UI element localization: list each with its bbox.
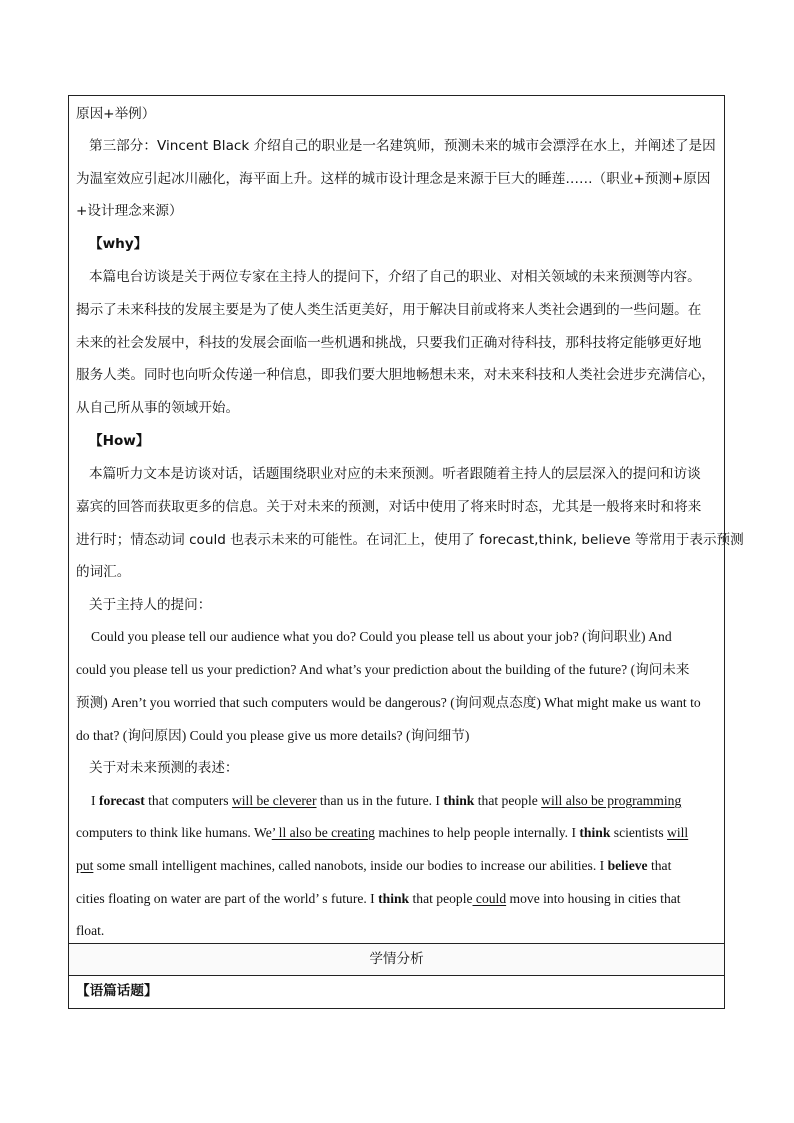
text-run: I <box>91 793 99 808</box>
paragraph-line: 本篇听力文本是访谈对话，话题围绕职业对应的未来预测。听者跟随着主持人的层层深入的提问和访谈 <box>89 466 701 482</box>
english-line: Could you please tell our audience what you do? Could you please tell us about your job? (询问职业) And <box>91 629 672 644</box>
prediction-sentence <box>76 824 688 842</box>
text-run: machines to help people internally. I <box>374 825 580 840</box>
paragraph-line: 揭示了未来科技的发展主要是为了使人类生活更美好，用于解决目前或将来人类社会遇到的一些问题。在 <box>76 302 702 318</box>
paragraph-line: 嘉宾的回答而获取更多的信息。关于对未来的预测，对话中使用了将来时时态，尤其是一般将来时和将来 <box>76 499 702 515</box>
keyword: forecast <box>98 793 145 808</box>
underlined-phrase: will <box>667 825 689 840</box>
underlined-phrase: put <box>76 858 94 873</box>
underlined-phrase: could <box>472 891 507 906</box>
section-header-row <box>69 943 724 976</box>
discourse-topic-label: 【语篇话题】 <box>76 983 158 999</box>
section-heading-why: 【why】 <box>89 236 148 252</box>
english-line: could you please tell us your prediction? And what’s your prediction about the building of the future? (询问未来 <box>76 662 690 677</box>
prediction-sentence: float. <box>76 923 105 938</box>
section-header-title: 学情分析 <box>369 951 424 967</box>
text-run: that computers <box>144 793 232 808</box>
paragraph-line: 关于对未来预测的表述： <box>89 760 239 776</box>
prediction-sentence <box>91 792 681 810</box>
keyword: believe <box>607 858 648 873</box>
keyword: think <box>579 825 611 840</box>
prediction-sentence <box>76 857 671 875</box>
keyword: think <box>378 891 410 906</box>
underlined-phrase: will be cleverer <box>231 793 317 808</box>
paragraph-line: 进行时；情态动词 could 也表示未来的可能性。在词汇上，使用了 forecast,think, believe 等常用于表示预测 <box>76 532 744 548</box>
paragraph-line: 原因+举例） <box>76 106 156 122</box>
paragraph-line: 第三部分：Vincent Black 介绍自己的职业是一名建筑师，预测未来的城市会漂浮在水上，并阐述了是因 <box>89 138 716 154</box>
text-run: move into housing in cities that <box>506 891 681 906</box>
keyword: think <box>443 793 475 808</box>
text-run: that <box>647 858 672 873</box>
underlined-phrase: ’ ll also be creating <box>271 825 375 840</box>
text-run: some small intelligent machines, called nanobots, inside our bodies to increase our abilities. I <box>93 858 608 873</box>
english-line: do that? (询问原因) Could you please give us more details? (询问细节) <box>76 728 470 743</box>
text-run: that people <box>409 891 473 906</box>
paragraph-line: 本篇电台访谈是关于两位专家在主持人的提问下，介绍了自己的职业、对相关领域的未来预测等内容。 <box>89 269 701 285</box>
paragraph-line: 为温室效应引起冰川融化，海平面上升。这样的城市设计理念是来源于巨大的睡莲……（职业+预测+原因 <box>76 171 711 187</box>
english-line: 预测) Aren’t you worried that such computers would be dangerous? (询问观点态度) What might make us want to <box>76 695 701 710</box>
paragraph-line: 从自己所从事的领域开始。 <box>76 400 240 416</box>
analysis-cell <box>69 96 744 943</box>
paragraph-line: 关于主持人的提问： <box>89 597 212 613</box>
prediction-sentence <box>76 890 681 908</box>
document-table <box>68 95 744 1009</box>
section-heading-how: 【How】 <box>89 433 150 449</box>
paragraph-line: 的词汇。 <box>76 564 131 580</box>
text-run: computers to think like humans. We <box>76 825 272 840</box>
paragraph-line: 服务人类。同时也向听众传递一种信息，即我们要大胆地畅想未来，对未来科技和人类社会进步充满信心， <box>76 367 715 383</box>
discourse-topic-row <box>69 976 724 1008</box>
underlined-phrase: will also be programming <box>541 793 682 808</box>
text-run: than us in the future. I <box>316 793 444 808</box>
paragraph-line: +设计理念来源） <box>76 203 183 219</box>
text-run: scientists <box>610 825 668 840</box>
text-run: cities floating on water are part of the world’ s future. I <box>76 891 379 906</box>
paragraph-line: 未来的社会发展中，科技的发展会面临一些机遇和挑战，只要我们正确对待科技，那科技将定能够更好地 <box>76 335 702 351</box>
text-run: that people <box>474 793 542 808</box>
